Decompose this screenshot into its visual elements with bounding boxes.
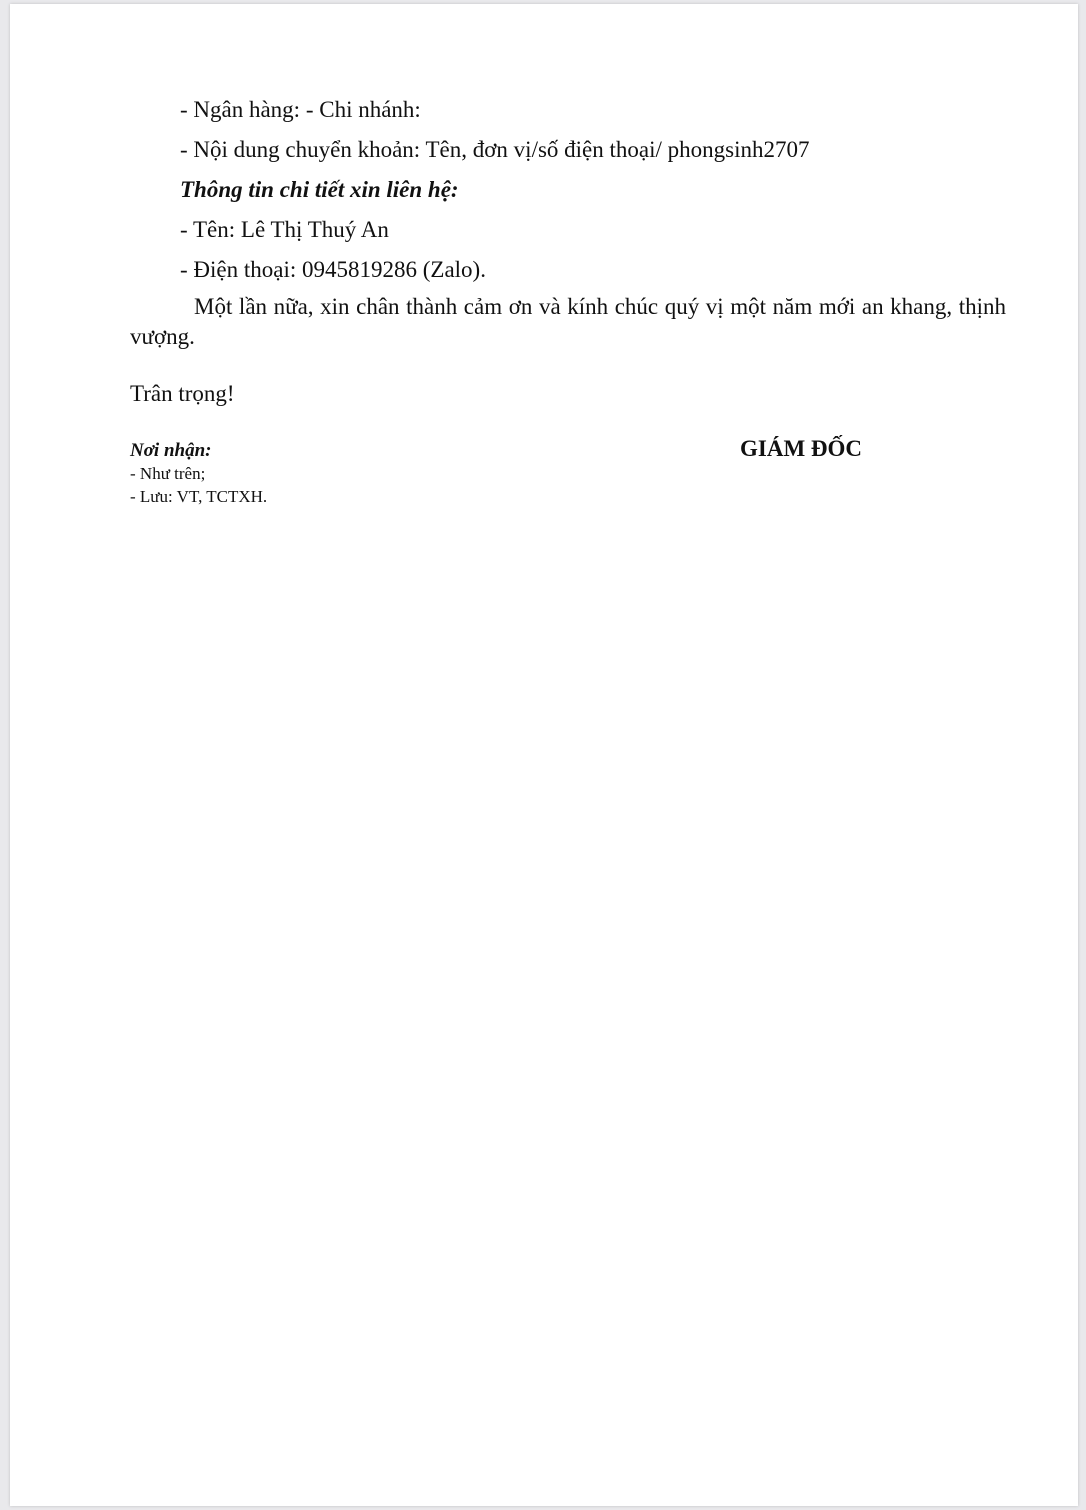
recipients-label: Nơi nhận: [130,440,212,461]
recipient-item: - Lưu: VT, TCTXH. [130,487,268,506]
contact-phone: - Điện thoại: 0945819286 (Zalo). [180,257,486,282]
recipient-item: - Như trên; [130,464,206,483]
closing-paragraph: Một lần nữa, xin chân thành cảm ơn và kính chúc quý vị một năm mới an khang, thịnh vượng. [130,294,1006,349]
contact-heading: Thông tin chi tiết xin liên hệ: [180,177,459,202]
document-page [10,4,1078,1506]
recipients-block [130,439,267,508]
contact-name: - Tên: Lê Thị Thuý An [180,217,389,242]
signer-title: GIÁM ĐỐC [740,436,863,461]
bank-line: - Ngân hàng: - Chi nhánh: [180,97,421,122]
regards-line: Trân trọng! [130,381,235,406]
transfer-content-line: - Nội dung chuyển khoản: Tên, đơn vị/số điện thoại/ phongsinh2707 [180,137,810,162]
